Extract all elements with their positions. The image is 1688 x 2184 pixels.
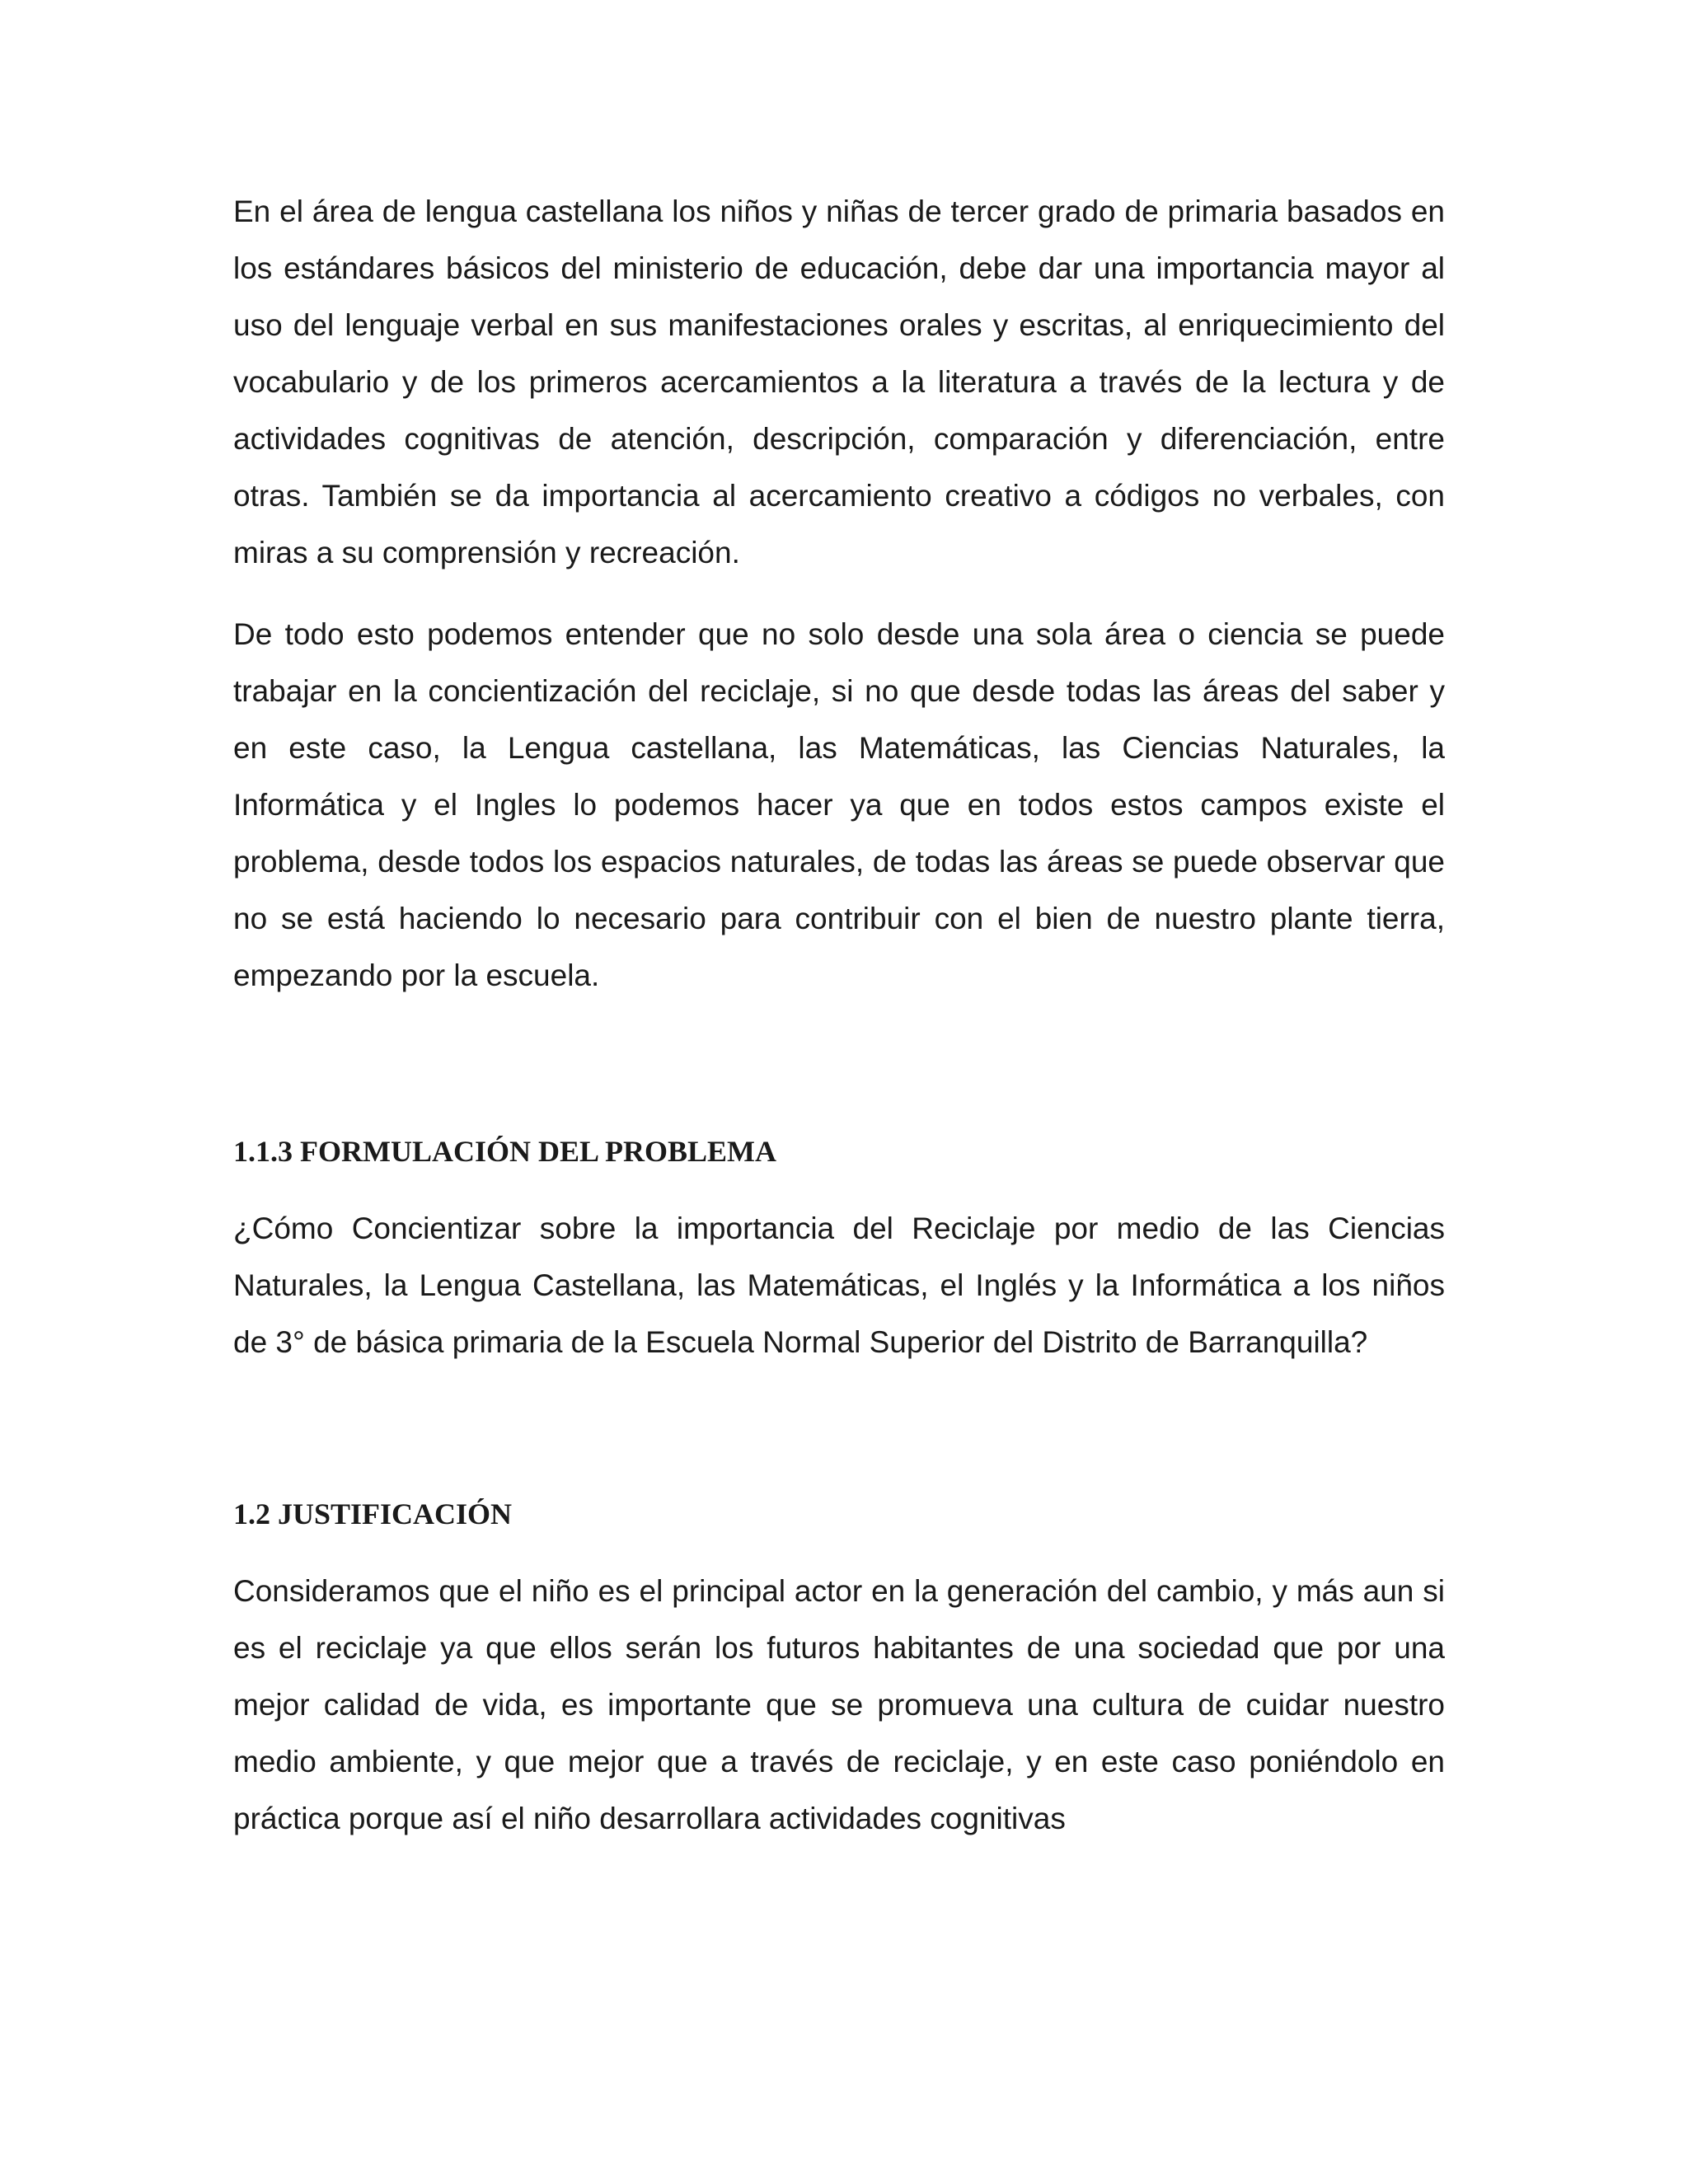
page-content bbox=[233, 183, 1445, 1872]
paragraph-pregunta-problema: ¿Cómo Concientizar sobre la importancia del Reciclaje por medio de las Ciencias Naturales, la Lengua Castellana, las Matemáticas, el Inglés y la Informática a los niños de 3° de básica primaria de la Escuela Normal Superior del Distrito de Barranquilla? bbox=[233, 1212, 1445, 1359]
paragraph-justificacion: Consideramos que el niño es el principal actor en la generación del cambio, y más aun si es el reciclaje ya que ellos serán los futuros habitantes de una sociedad que por una mejor calidad de vida, es importante que se promueva una cultura de cuidar nuestro medio ambiente, y que mejor que a través de reciclaje, y en este caso poniéndolo en práctica porque así el niño desarrollara actividades cognitivas bbox=[233, 1574, 1445, 1835]
heading-formulacion-problema: 1.1.3 FORMULACIÓN DEL PROBLEMA bbox=[233, 1135, 777, 1168]
paragraph-concientizacion: De todo esto podemos entender que no solo desde una sola área o ciencia se puede trabajar en la concientización del reciclaje, si no que desde todas las áreas del saber y en este caso, la Lengua castellana, las Matemáticas, las Ciencias Naturales, la Informática y el Ingles lo podemos hacer ya que en todos estos campos existe el problema, desde todos los espacios naturales, de todas las áreas se puede observar que no se está haciendo lo necesario para contribuir con el bien de nuestro plante tierra, empezando por la escuela. bbox=[233, 617, 1445, 992]
paragraph-lengua-castellana: En el área de lengua castellana los niños y niñas de tercer grado de primaria basados en los estándares básicos del ministerio de educación, debe dar una importancia mayor al uso del lenguaje verbal en sus manifestaciones orales y escritas, al enriquecimiento del vocabulario y de los primeros acercamientos a la literatura a través de la lectura y de actividades cognitivas de atención, descripción, comparación y diferenciación, entre otras. También se da importancia al acercamiento creativo a códigos no verbales, con miras a su comprensión y recreación. bbox=[233, 194, 1445, 569]
heading-justificacion: 1.2 JUSTIFICACIÓN bbox=[233, 1497, 513, 1530]
